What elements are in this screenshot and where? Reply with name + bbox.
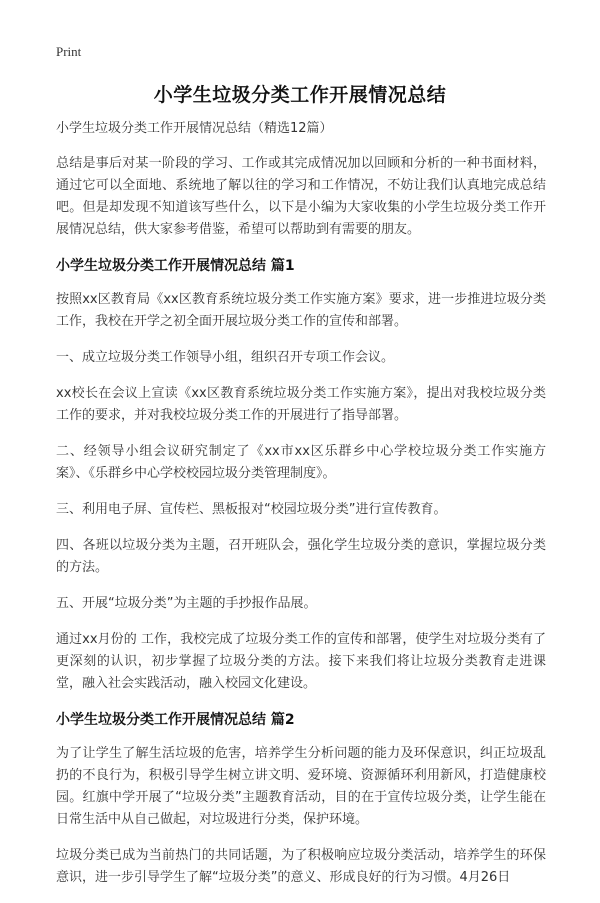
paragraph: xx校长在会议上宣读《xx区教育系统垃圾分类工作实施方案》，提出对我校垃圾分类工作的要求，并对我校垃圾分类工作的开展进行了指导部署。 xyxy=(56,386,546,423)
paragraph: 二、经领导小组会议研究制定了《xx市xx区乐群乡中心学校垃圾分类工作实施方案》、《乐群乡中心学校校园垃圾分类管理制度》。 xyxy=(56,444,546,481)
paragraph: 一、成立垃圾分类工作领导小组，组织召开专项工作会议。 xyxy=(56,350,395,365)
paragraph: 四、各班以垃圾分类为主题，召开班队会，强化学生垃圾分类的意识，掌握垃圾分类的方法。 xyxy=(56,538,546,575)
section-heading: 小学生垃圾分类工作开展情况总结 篇2 xyxy=(56,712,295,728)
paragraph: 三、利用电子屏、宣传栏、黑板报对“校园垃圾分类”进行宣传教育。 xyxy=(56,502,447,517)
paragraph: 为了让学生了解生活垃圾的危害，培养学生分析问题的能力及环保意识，纠正垃圾乱扔的不良行为，积极引导学生树立讲文明、爱环境、资源循环利用新风，打造健康校园。红旗中学开展了“垃圾分类”主题教育活动，目的在于宣传垃圾分类，让学生能在日常生活中从自己做起，对垃圾进行分类，保护环境。 xyxy=(56,746,546,827)
paragraph: 按照xx区教育局《xx区教育系统垃圾分类工作实施方案》要求，进一步推进垃圾分类工作，我校在开学之初全面开展垃圾分类工作的宣传和部署。 xyxy=(56,292,546,329)
paragraph: 垃圾分类已成为当前热门的共同话题，为了积极响应垃圾分类活动，培养学生的环保意识，进一步引导学生了解“垃圾分类”的意义、形成良好的行为习惯。4月26日 xyxy=(56,848,546,885)
section-heading: 小学生垃圾分类工作开展情况总结 篇1 xyxy=(56,258,295,274)
document-subtitle: 小学生垃圾分类工作开展情况总结（精选12篇） xyxy=(56,121,333,136)
paragraph: 通过xx月份的 工作，我校完成了垃圾分类工作的宣传和部署，使学生对垃圾分类有了更深刻的认识，初步掌握了垃圾分类的方法。接下来我们将让垃圾分类教育走进课堂，融入社会实践活动，融入校园文化建设。 xyxy=(56,632,546,691)
document-body xyxy=(56,119,546,903)
document-title: 小学生垃圾分类工作开展情况总结 xyxy=(153,84,447,106)
print-link[interactable]: Print xyxy=(56,44,82,59)
intro-paragraph: 总结是事后对某一阶段的学习、工作或其完成情况加以回顾和分析的一种书面材料，通过它可以全面地、系统地了解以往的学习和工作情况，不妨让我们认真地完成总结吧。但是却发现不知道该写些什么，以下是小编为大家收集的小学生垃圾分类工作开展情况总结，供大家参考借鉴，希望可以帮助到有需要的朋友。 xyxy=(56,156,546,237)
paragraph: 五、开展“垃圾分类”为主题的手抄报作品展。 xyxy=(56,596,317,611)
